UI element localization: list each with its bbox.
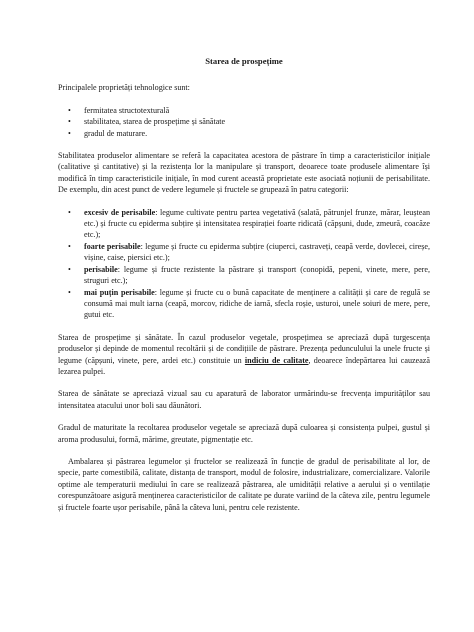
category-text: : legume și fructe cu epiderma subțire (ciuperci, castraveți, ceapă verde, dovlecei, cireșe, vișine, caise, piersici etc.); [84,241,430,263]
category-term: foarte perisabile [84,241,141,251]
category-text: : legume cultivate pentru partea vegetativă (salată, pătrunjel frunze, mărar, leuștean etc.) și fructe cu epiderma subțire și intensitatea respirației foarte ridicată (căpșuni, dude, zmeură, coacăze etc.); [84,207,430,240]
list-item: • fermitatea structotexturală [58,105,430,116]
prospetime-text-a: Starea de prospețime și sănătate. În cazul produselor vegetale, prospețimea se apreciază după turgescența produselor și depinde de momentul recoltării și de condițiile de păstrare. Prezența pedunculului la unele fructe și legume (căpșuni, vinete, pere, ardei etc.) constituie un [58,332,430,365]
ambalare-paragraph: Ambalarea și păstrarea legumelor și fructelor se realizează în funcție de gradul de perisabilitate al lor, de specie, parte comestibilă, calitate, distanța de transport, modul de folosire, industrializare, comercializare. Valorile optime ale temperaturii mediului în care se realizează păstrarea, ale umidității relative a aerului și o ventilație corespunzătoare asigură menținerea caracteristicilor de calitate pe durate variind de la câteva zile, pentru legumele și fructele foarte ușor perisabile, până la câteva luni, pentru cele rezistente. [58,456,430,512]
properties-list [58,105,430,139]
sanatate-paragraph: Starea de sănătate se apreciază vizual sau cu aparatură de laborator urmărindu-se frecvența impurităților sau intensitatea atacului unor boli sau dăunători. [58,389,430,410]
list-item [58,287,430,321]
category-text: : legume și fructe cu o bună capacitate de menținere a calității și care de regulă se consumă mai mult iarna (ceapă, morcov, ridiche de iarnă, sfecla roșie, usturoi, unele soiuri de mere, pere, gutui etc. [84,287,430,320]
perisabilitate-paragraph: Stabilitatea produselor alimentare se referă la capacitatea acestora de păstrare în timp a caracteristicilor inițiale (calitative și cantitative) și la rezistența lor la manipulare și transport, deoarece toate produsele alimentare își modifică în timp caracteristicile inițiale, în mod curent această proprietate este asociată noțiunii de perisabilitate. De exemplu, din acest punct de vedere legumele și fructele se grupează în patru categorii: [58,151,430,195]
categories-list [58,207,430,321]
page-title: Starea de prospețime [205,56,283,66]
indiciu-calitate-term: indiciu de calitate [244,355,309,365]
category-term: perisabile [84,264,118,274]
prospetime-text-b: , deoarece îndepărtarea lui cauzează lezarea pulpei. [58,355,430,376]
maturitate-paragraph: Gradul de maturitate la recoltarea produselor vegetale se apreciază după culoarea și consistența pulpei, gustul și aroma produsului, formă, mărime, greutate, pigmentație etc. [58,423,430,444]
list-item [58,264,430,287]
intro-text: Principalele proprietăți tehnologice sunt: [58,83,190,93]
list-item: • stabilitatea, starea de prospețime și sănătate [58,116,430,127]
list-item [58,241,430,264]
list-item: • gradul de maturare. [58,128,430,139]
category-term: excesiv de perisabile [84,207,156,217]
category-term: mai puțin perisabile [84,287,155,297]
category-text: : legume și fructe rezistente la păstrare și transport (conopidă, pepeni, vinete, mere, pere, struguri etc.); [84,264,430,286]
prospetime-paragraph [58,332,430,378]
list-item [58,207,430,241]
